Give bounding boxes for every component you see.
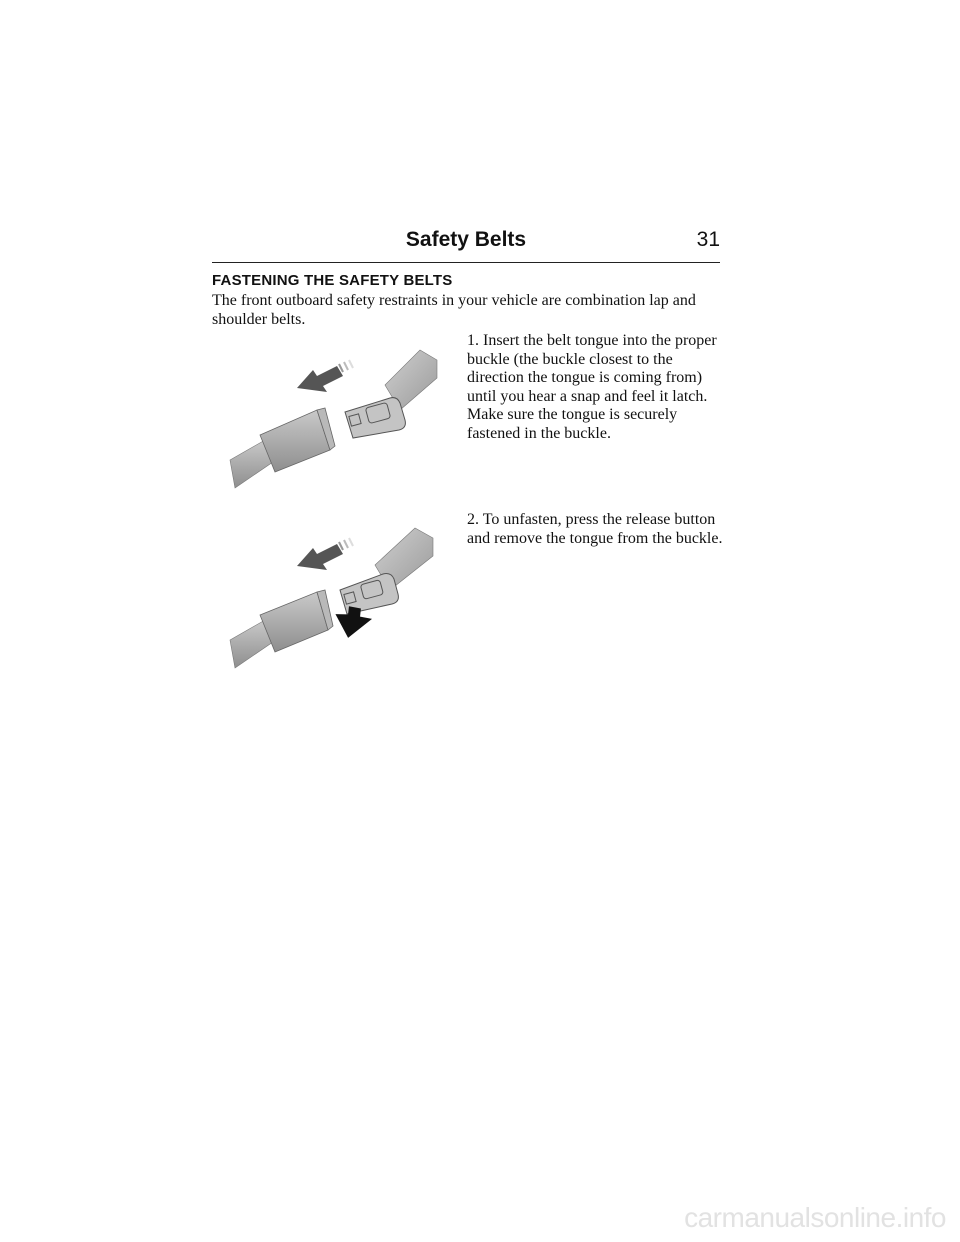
release-buckle-illustration	[225, 520, 465, 670]
step-1-text: 1. Insert the belt tongue into the proper buckle (the buckle closest to the direction the tongue is coming from) until you hear a snap and feel it latch. Make sure the tongue is securely fastened in the buckle.	[467, 332, 717, 442]
section-heading: FASTENING THE SAFETY BELTS	[212, 272, 453, 289]
insert-belt-tongue-illustration	[225, 340, 465, 490]
page-number: 31	[696, 228, 720, 251]
page-title: Safety Belts	[405, 228, 527, 251]
intro-paragraph: The front outboard safety restraints in your vehicle are combination lap and shoulder belts.	[212, 292, 696, 328]
step-2-text: 2. To unfasten, press the release button and remove the tongue from the buckle.	[467, 511, 723, 547]
page-header	[212, 228, 720, 263]
watermark: carmanualsonline.info	[684, 1202, 946, 1233]
